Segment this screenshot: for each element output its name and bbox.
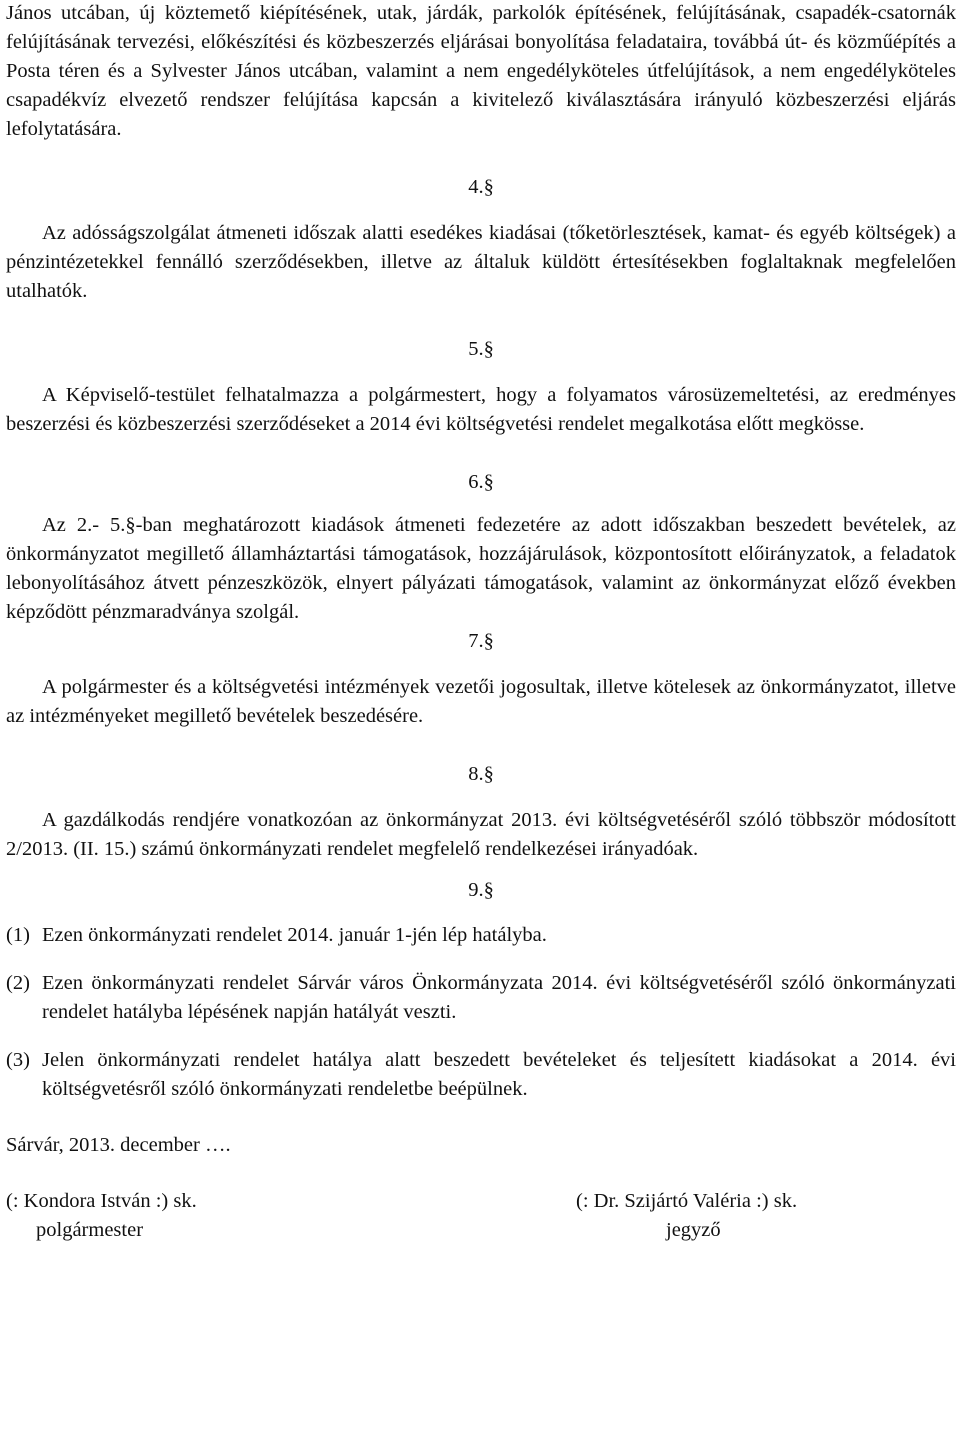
provision-text: Jelen önkormányzati rendelet hatálya alatt beszedett bevételeket és teljesített kiadásokat a 2014. évi költségvetésről szóló önkormányzati rendeletbe beépülnek. xyxy=(42,1049,956,1100)
provision-text: Ezen önkormányzati rendelet 2014. január 1-jén lép hatályba. xyxy=(42,924,547,946)
section-7-text: A polgármester és a költségvetési intézmények vezetői jogosultak, illetve kötelesek az önkormányzatot, illetve az intézményeket megillető bevételek beszedésére. xyxy=(6,676,956,727)
section-6-heading: 6.§ xyxy=(468,471,494,493)
provision-text: Ezen önkormányzati rendelet Sárvár város Önkormányzata 2014. évi költségvetéséről szóló önkormányzati rendelet hatályba lépésének napján hatályát veszti. xyxy=(42,972,956,1023)
mayor-name: (: Kondora István :) sk. xyxy=(6,1190,197,1212)
section-8-text: A gazdálkodás rendjére vonatkozóan az önkormányzat 2013. évi költségvetéséről szóló többször módosított 2/2013. (II. 15.) számú önkormányzati rendelet megfelelő rendelkezései irányadóak. xyxy=(6,809,956,860)
provision-item xyxy=(6,969,956,1027)
paragraph-continuation: János utcában, új köztemető kiépítésének, utak, járdák, parkolók építésének, felújításának, csapadék-csatornák felújításának tervezési, előkészítési és közbeszerzés eljárásai bonyolítása feladataira, továbbá út- és közműépítés a Posta téren és a Sylvester János utcában, valamint a nem engedélyköteles útfelújítások, a nem engedélyköteles csapadékvíz elvezető rendszer felújítása kapcsán a kivitelező kiválasztására irányuló közbeszerzési eljárás lefolytatására. xyxy=(6,2,956,140)
document-page xyxy=(6,0,956,1245)
notary-name: (: Dr. Szijártó Valéria :) sk. xyxy=(576,1190,798,1212)
notary-title: jegyző xyxy=(666,1219,721,1241)
notary-signature xyxy=(576,1187,876,1245)
provision-number: (1) xyxy=(6,924,30,946)
section-6-text: Az 2.- 5.§-ban meghatározott kiadások átmeneti fedezetére az adott időszakban beszedett bevételek, az önkormányzatot megillető államháztartási támogatások, hozzájárulások, központosított előirányzatok, a feladatok lebonyolításához átvett pénzeszközök, elnyert pályázati támogatások, valamint az önkormányzat előző években képződött pénzmaradványa szolgál. xyxy=(6,514,956,623)
signature-row xyxy=(6,1187,956,1245)
section-9-heading: 9.§ xyxy=(468,879,494,901)
provision-number: (3) xyxy=(6,1049,30,1071)
place-and-date: Sárvár, 2013. december …. xyxy=(6,1134,231,1156)
provision-item xyxy=(6,1046,956,1104)
provision-number: (2) xyxy=(6,972,30,994)
mayor-title: polgármester xyxy=(36,1219,144,1241)
mayor-signature xyxy=(6,1187,406,1245)
provision-item xyxy=(6,921,956,950)
section-4-heading: 4.§ xyxy=(468,176,494,198)
section-8-heading: 8.§ xyxy=(468,763,494,785)
section-5-heading: 5.§ xyxy=(468,338,494,360)
section-5-text: A Képviselő-testület felhatalmazza a polgármestert, hogy a folyamatos városüzemeltetési, az eredményes beszerzési és közbeszerzési szerződéseket a 2014 évi költségvetési rendelet megalkotása előtt megkösse. xyxy=(6,384,956,435)
section-4-text: Az adósságszolgálat átmeneti időszak alatti esedékes kiadásai (tőketörlesztések, kamat- és egyéb költségek) a pénzintézetekkel fennálló szerződésekben, illetve az általuk küldött értesítésekben foglaltaknak megfelelően utalhatók. xyxy=(6,222,956,302)
section-7-heading: 7.§ xyxy=(468,630,494,652)
